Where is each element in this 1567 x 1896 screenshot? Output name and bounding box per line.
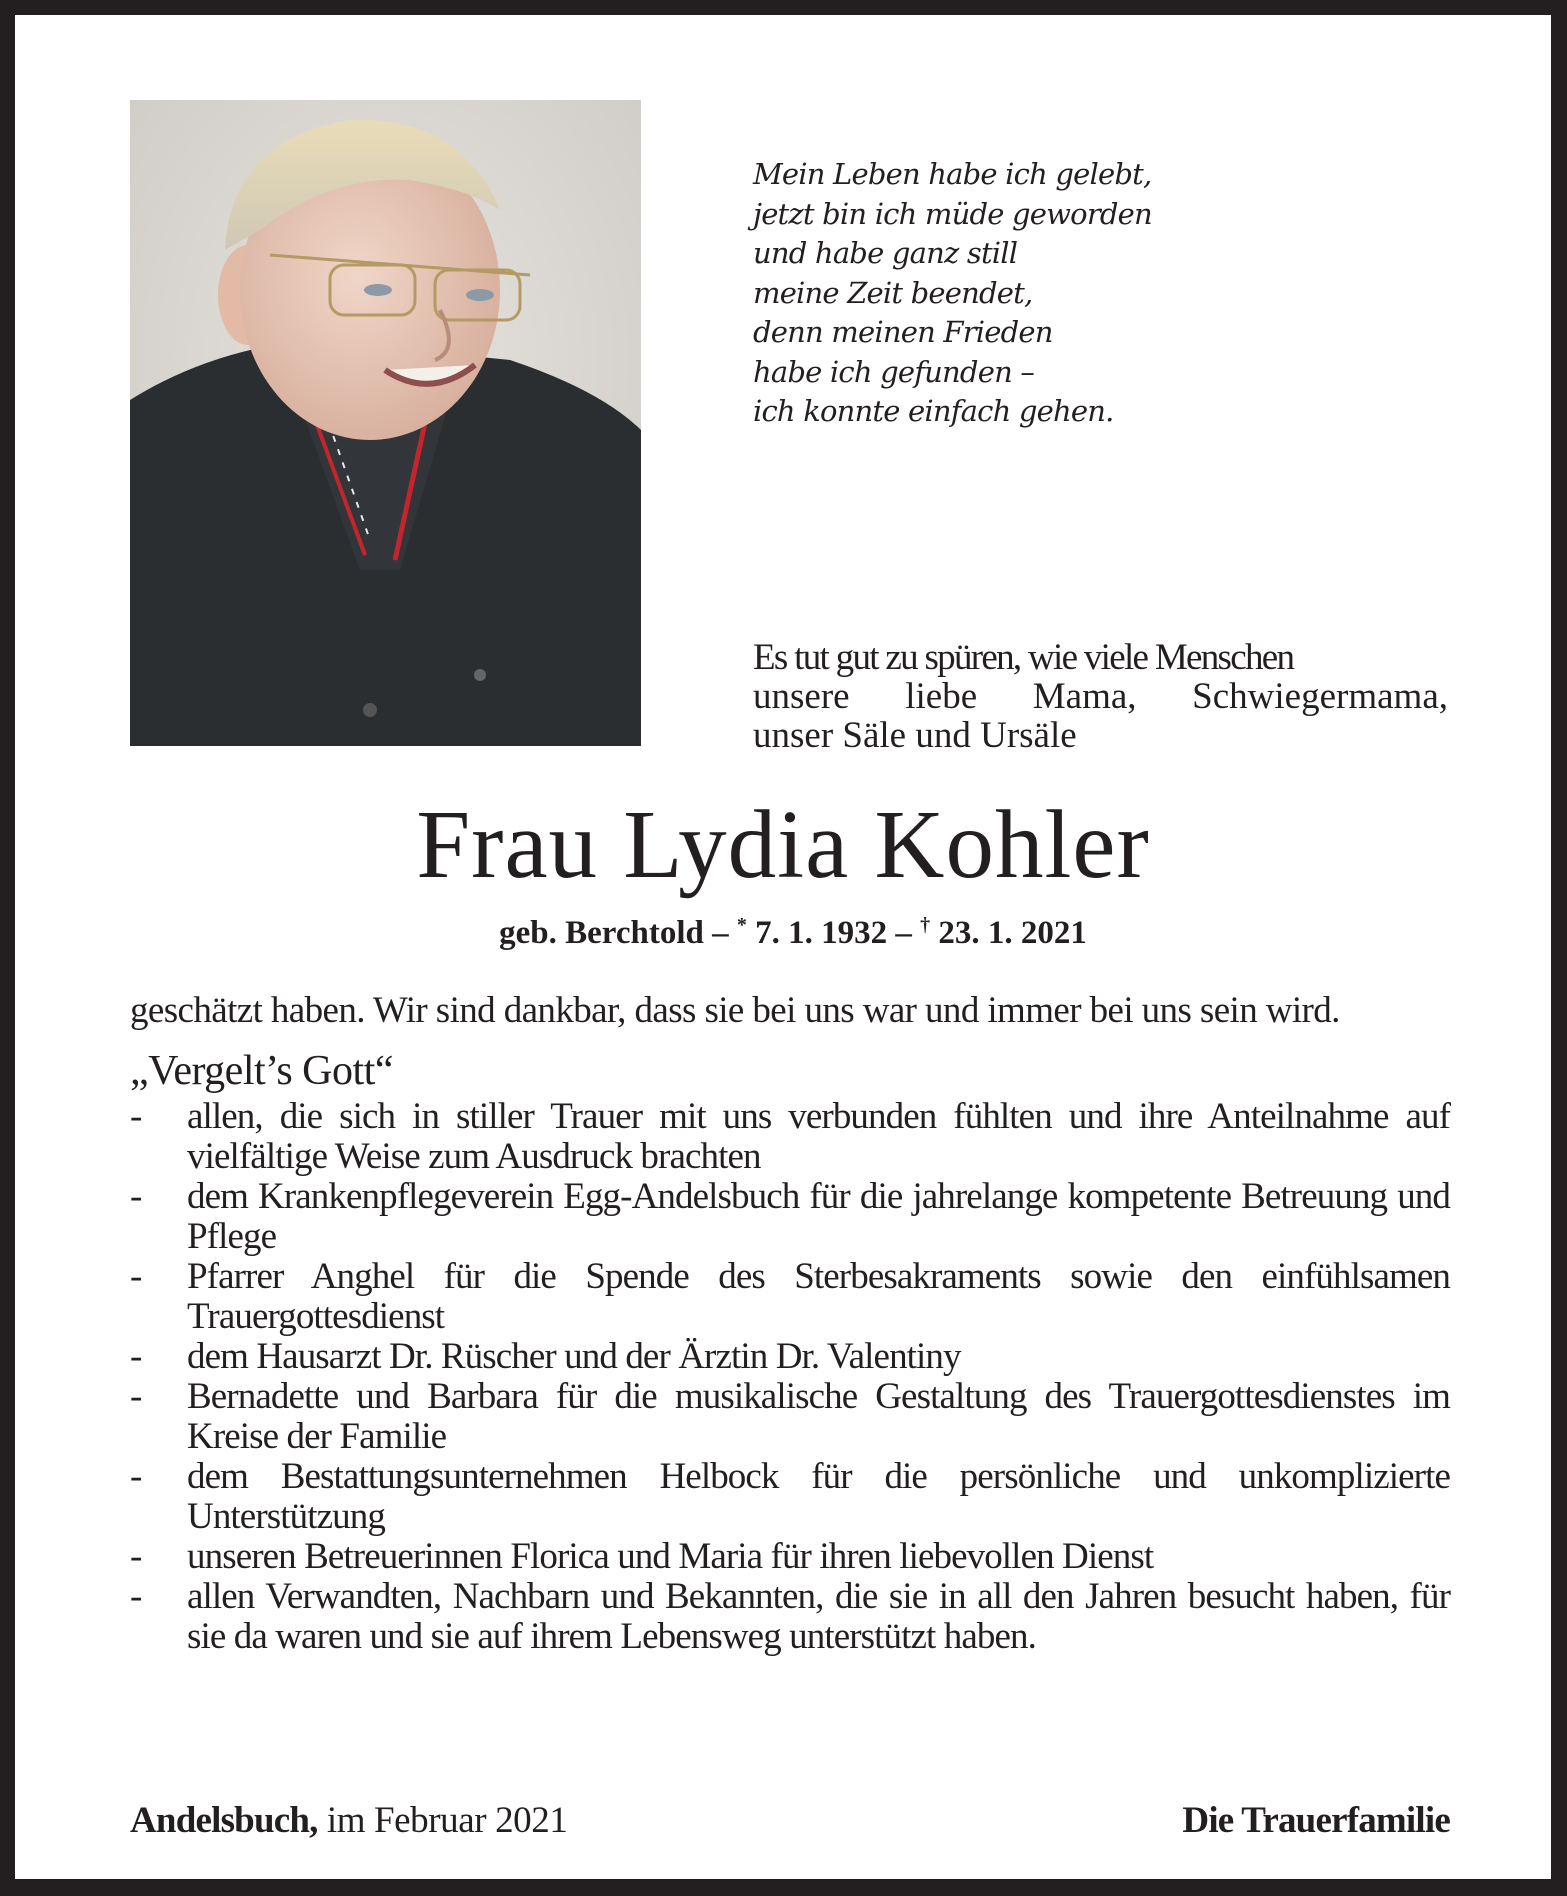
list-item [130,1257,1450,1337]
intro-line: Es tut gut zu spüren, wie viele Menschen [753,637,1294,678]
dash-bullet: - [130,1256,142,1297]
portrait-photo-icon [130,100,641,746]
memorial-poem [753,155,1453,432]
poem-line: meine Zeit beendet, [753,275,1033,310]
obituary-notice [15,15,1551,1879]
maiden-name: geb. Berchtold – [499,915,729,951]
list-item [130,1097,1450,1177]
list-item-text: allen Verwandten, Nachbarn und Bekannten, die sie in all den Jahren besucht haben, für sie da waren und sie auf ihrem Lebensweg unterstützt haben. [187,1576,1450,1657]
dash-bullet: - [130,1096,142,1137]
notice-body [130,991,1450,1657]
poem-line: und habe ganz still [753,236,1018,270]
poem-line: denn meinen Frieden [753,315,1053,349]
portrait-photo [130,100,641,746]
death-cross-icon: † [920,914,931,936]
list-item-text: unseren Betreuerinnen Florica und Maria für ihren liebevollen Dienst [187,1536,1154,1577]
dash-bullet: - [130,1336,142,1377]
dash-bullet: - [130,1456,142,1497]
deceased-name: Frau Lydia Kohler [416,791,1150,898]
gratitude-text: geschätzt haben. Wir sind dankbar, dass sie bei uns war und immer bei uns sein wird. [130,990,1340,1031]
notice-date: im Februar 2021 [326,1800,568,1841]
list-item-text: dem Krankenpflegeverein Egg-Andelsbuch für die jahrelange kompetente Betreuung und Pflege [187,1176,1450,1257]
list-item-text: dem Bestattungsunternehmen Helbock für die persönliche und unkomplizierte Unterstützung [187,1456,1450,1537]
list-item [130,1377,1450,1457]
signature: Die Trauerfamilie [1182,1800,1450,1841]
list-item-text: Pfarrer Anghel für die Spende des Sterbesakraments sowie den einfühlsamen Trauergottesdienst [187,1256,1450,1337]
list-item-text: Bernadette und Barbara für die musikalische Gestaltung des Trauergottesdienstes im Kreise der Familie [187,1376,1450,1457]
list-item [130,1577,1450,1657]
list-item-text: allen, die sich in stiller Trauer mit uns verbunden fühlten und ihre Anteilnahme auf vielfältige Weise zum Ausdruck brachten [187,1096,1450,1177]
death-date: 23. 1. 2021 [938,915,1087,951]
intro-line: unser Säle und Ursäle [753,715,1077,756]
dash-bullet: - [130,1536,142,1577]
birth-symbol: * [736,914,747,936]
place: Andelsbuch, [130,1800,318,1841]
list-item-text: dem Hausarzt Dr. Rüscher und der Ärztin Dr. Valentiny [187,1336,961,1377]
notice-footer [130,1800,1450,1842]
life-dates [15,905,1551,953]
intro-text [753,638,1448,755]
dash-bullet: - [130,1176,142,1217]
list-item [130,1457,1450,1537]
poem-line: ich konnte einfach gehen. [753,394,1114,428]
list-item [130,1177,1450,1257]
dash-bullet: - [130,1576,142,1617]
thanks-list [130,1097,1450,1657]
poem-line: habe ich gefunden – [753,354,1035,389]
poem-line: jetzt bin ich müde geworden [753,196,1152,231]
thanks-heading: „Vergelt’s Gott“ [130,1048,393,1094]
dash-bullet: - [130,1376,142,1417]
birth-date: 7. 1. 1932 – [755,915,912,951]
list-item [130,1337,1450,1377]
poem-line: Mein Leben habe ich gelebt, [753,157,1152,191]
list-item [130,1537,1450,1577]
intro-line: unsere liebe Mama, Schwiegermama, [753,676,1448,717]
